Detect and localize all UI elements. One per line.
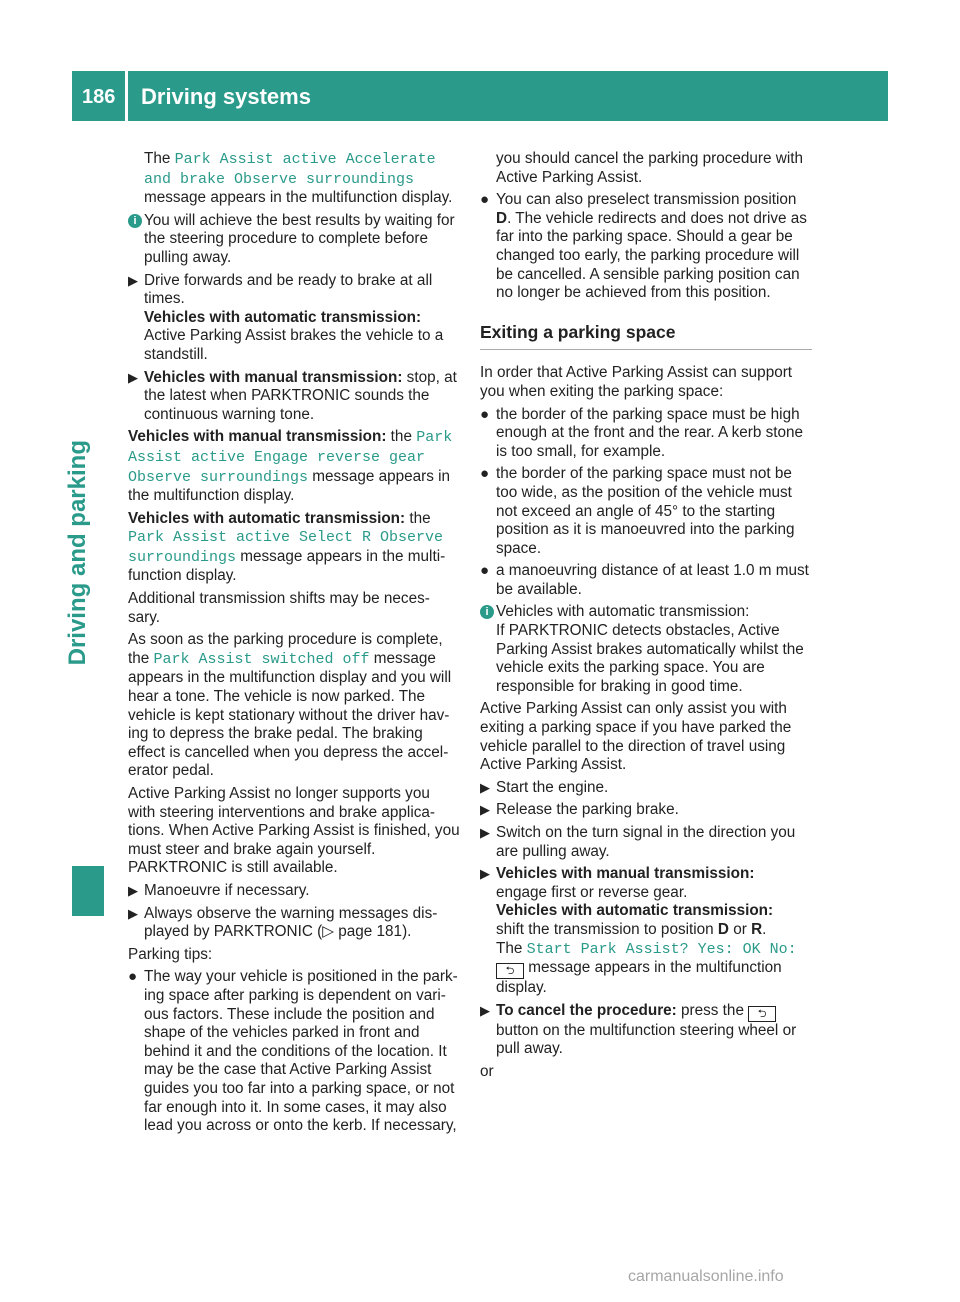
text: You will achieve the best results by waiting for the steering procedure to complete before pulling away. <box>144 211 455 266</box>
display-message: Park Assist active Accelerate and brake Observe surroundings <box>144 151 436 188</box>
bullet-item <box>128 968 460 1135</box>
bold-text: Vehicles with automatic transmission: <box>144 308 422 326</box>
info-icon: i <box>128 214 142 228</box>
watermark: carmanualsonline.info <box>628 1268 784 1285</box>
text: Manoeuvre if necessary. <box>144 881 310 899</box>
text: message appears in the multifunction display and you will hear a tone. The vehicle is now parked. The vehicle is kept stationary without the driver hav-ing to depress the brake pedal. The braking effect is cancelled when you depress the accel-erator pedal. <box>128 649 452 780</box>
bold-text: Vehicles with automatic transmission: <box>496 902 774 920</box>
text: Active Parking Assist brakes the vehicle to a standstill. <box>144 327 444 363</box>
arrow-icon: ▶ <box>480 802 490 818</box>
text: As soon as the parking procedure is complete, the <box>128 631 443 667</box>
text: the border of the parking space must not be too wide, as the position of the vehicle must not exceed an angle of 45° to the starting position as it is manoeuvred into the parking space. <box>496 465 795 557</box>
display-message: Start Park Assist? Yes: OK No: <box>526 940 797 958</box>
text: Vehicles with automatic transmission: <box>496 603 750 621</box>
arrow-icon: ▶ <box>480 779 490 795</box>
step-item <box>480 865 812 998</box>
gear-d: D <box>717 920 729 938</box>
text: engage first or reverse gear. <box>496 883 688 901</box>
text: a manoeuvring distance of at least 1.0 m must be available. <box>496 562 809 598</box>
arrow-icon: ▶ <box>128 369 138 385</box>
section-heading: Exiting a parking space <box>480 323 812 351</box>
back-button-icon: ⮌ <box>748 1006 776 1022</box>
bold-text: Vehicles with manual transmission: <box>128 428 387 446</box>
section-side-label <box>64 360 92 666</box>
text: message appears in the multifunction display. <box>144 189 453 207</box>
step-item <box>480 1002 812 1059</box>
step-item <box>480 824 812 861</box>
text: ). <box>402 923 412 941</box>
bullet-icon: ● <box>480 562 490 580</box>
gear-r: R <box>751 920 763 938</box>
arrow-icon: ▶ <box>128 272 138 288</box>
bold-text: To cancel the procedure: <box>496 1001 677 1019</box>
bold-text: Vehicles with automatic transmission: <box>128 509 406 527</box>
text: Drive forwards and be ready to brake at all times. <box>144 271 433 308</box>
info-note <box>480 603 812 696</box>
header-divider <box>125 71 128 121</box>
paragraph <box>128 510 460 586</box>
text: The way your vehicle is positioned in the park-ing space after parking is dependent on vari-ous factors. These include the position and shape of the vehicles parked in front and behind it and the conditions of the location. It may be the case that Active Parking Assist guides you too far into a parking space, or not far enough into it. In some cases, it may also lead you across or onto the kerb. If necessary, <box>144 968 458 1135</box>
side-label-text: Driving and parking <box>64 440 91 666</box>
bullet-item <box>480 562 812 599</box>
text: the border of the parking space must be high enough at the front and the rear. A kerb stone is too small, for example. <box>496 405 804 460</box>
arrow-icon: ▶ <box>480 866 490 882</box>
info-note <box>128 212 460 268</box>
step-item <box>480 779 812 798</box>
paragraph: In order that Active Parking Assist can support you when exiting the parking space: <box>480 364 793 400</box>
text: button on the multifunction steering wheel or pull away. <box>496 1021 797 1058</box>
page-reference-link[interactable]: ▷ page 181 <box>322 923 403 941</box>
page-number: 186 <box>82 86 116 108</box>
paragraph <box>128 631 460 781</box>
step-item <box>480 801 812 820</box>
arrow-icon: ▶ <box>480 1002 490 1018</box>
arrow-icon: ▶ <box>480 825 490 840</box>
right-column <box>480 150 812 1086</box>
bold-text: Vehicles with manual transmission: <box>144 368 403 386</box>
text: If PARKTRONIC detects obstacles, Active Parking Assist brakes automatically whilst the vehicle exits the parking space. You are responsible for braking in good time. <box>496 622 804 695</box>
display-message: Park Assist switched off <box>153 650 370 668</box>
bullet-icon: ● <box>480 465 490 483</box>
paragraph <box>128 150 460 208</box>
paragraph: Active Parking Assist no longer supports you with steering interventions and brake applica-tions. When Active Parking Assist is finished, you must steer and brake again yourself. PARKTRONIC is still available. <box>128 785 460 877</box>
bullet-item <box>480 465 812 558</box>
text: the <box>386 428 417 446</box>
paragraph: Parking tips: <box>128 945 213 963</box>
bold-text: D <box>496 209 508 227</box>
bullet-icon: ● <box>480 191 490 209</box>
text: . <box>762 920 767 938</box>
step-item <box>128 272 460 365</box>
text: shift the transmission to position <box>496 920 718 938</box>
text: message appears in the multifunction display. <box>496 959 782 997</box>
bullet-item <box>480 406 812 462</box>
paragraph: Active Parking Assist can only assist you with exiting a parking space if you have parked the vehicle parallel to the direction of travel using Active Parking Assist. <box>480 700 792 774</box>
text: Always observe the warning messages dis-played by PARKTRONIC ( <box>144 904 438 941</box>
display-message: Park Assist active Engage reverse gear Observe surroundings <box>128 429 453 486</box>
text: press the <box>676 1001 749 1019</box>
info-icon: i <box>480 605 494 619</box>
text: The <box>496 939 527 957</box>
text: message appears in the multi-function display. <box>128 547 446 585</box>
step-item <box>128 905 460 942</box>
text: . The vehicle redirects and does not drive as far into the parking space. Should a gear be changed too early, the parking procedure will be cancelled. A sensible parking position can no longer be achieved from this position. <box>496 209 807 302</box>
display-message: Park Assist active Select R Observe surroundings <box>128 529 444 566</box>
paragraph <box>128 428 460 505</box>
bold-text: Vehicles with manual transmission: <box>496 865 755 883</box>
arrow-icon: ▶ <box>128 905 138 921</box>
text: Switch on the turn signal in the direction you are pulling away. <box>496 824 796 860</box>
bullet-icon: ● <box>128 968 138 986</box>
back-button-icon: ⮌ <box>496 963 524 979</box>
text: Release the parking brake. <box>496 801 679 819</box>
paragraph: you should cancel the parking procedure with Active Parking Assist. <box>496 150 803 186</box>
text: message appears in the multifunction display. <box>128 467 451 505</box>
text: You can also preselect transmission position <box>496 191 797 209</box>
paragraph: Additional transmission shifts may be neces-sary. <box>128 590 430 626</box>
paragraph: or <box>480 1062 494 1080</box>
text: The <box>144 150 175 167</box>
text: stop, at the latest when PARKTRONIC sounds the continuous warning tone. <box>144 368 457 423</box>
text: Start the engine. <box>496 778 609 796</box>
left-column <box>128 150 460 1140</box>
text: or <box>728 920 752 938</box>
step-item <box>128 882 460 901</box>
bullet-icon: ● <box>480 405 490 423</box>
bullet-item <box>480 191 812 303</box>
text: the <box>405 509 431 527</box>
arrow-icon: ▶ <box>128 882 138 898</box>
side-block <box>72 866 104 916</box>
page-title: Driving systems <box>141 84 311 109</box>
step-item <box>128 369 460 425</box>
